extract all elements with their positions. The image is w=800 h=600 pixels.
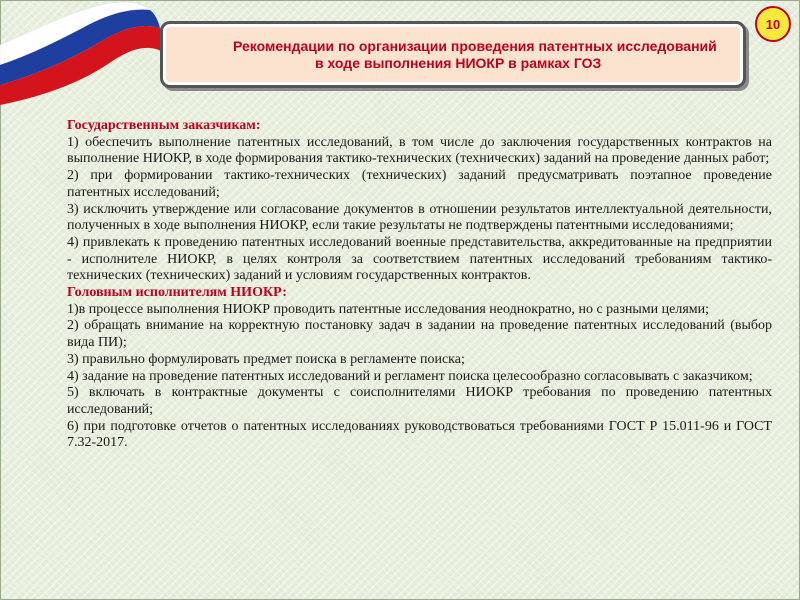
slide-title-line1: Рекомендации по организации проведения патентных исследований xyxy=(233,37,717,54)
slide-title-line2: в ходе выполнения НИОКР в рамках ГОЗ xyxy=(315,54,602,71)
contractors-item-3: 3) правильно формулировать предмет поиска в регламенте поиска; xyxy=(67,351,465,367)
contractors-item-1: 1)в процессе выполнения НИОКР проводить патентные исследования неоднократно, но с разными целями; xyxy=(67,301,710,317)
contractors-item-5: 5) включать в контрактные документы с соисполнителями НИОКР требования по проведению патентных исследований; xyxy=(67,385,772,417)
contractors-heading: Головным исполнителям НИОКР: xyxy=(67,285,287,301)
customers-item-2: 2) при формировании тактико-технических (технических) заданий предусматривать поэтапное проведение патентных исследований; xyxy=(67,168,772,200)
title-box xyxy=(160,21,746,88)
customers-item-3: 3) исключить утверждение или согласование документов в отношении результатов интеллектуальной деятельности, полученных в ходе выполнения НИОКР, если такие результаты не подтверждены патентными исследованиями; xyxy=(67,201,772,234)
slide-content xyxy=(67,118,772,452)
customers-heading: Государственным заказчикам: xyxy=(67,118,261,133)
customers-item-1: 1) обеспечить выполнение патентных исследований, в том числе до заключения государственных контрактов на выполнение НИОКР, в ходе формирования тактико-технических (технических) заданий на проведение данных работ; xyxy=(67,134,772,167)
page-number-badge: 10 xyxy=(755,6,791,42)
customers-item-4: 4) привлекать к проведению патентных исследований военные представительства, аккредитованные на предприятии - исполнителе НИОКР, в целях контроля за соответствием патентных исследований требованиям тактико-технических (технических) заданий и условиям государственных контрактов. xyxy=(67,234,772,284)
contractors-item-6: 6) при подготовке отчетов о патентных исследованиях руководствоваться требованиями ГОСТ Р 15.011-96 и ГОСТ 7.32-2017. xyxy=(67,418,772,451)
contractors-item-2: 2) обращать внимание на корректную постановку задач в задании на проведение патентных исследований (выбор вида ПИ); xyxy=(67,318,772,351)
contractors-item-4: 4) задание на проведение патентных исследований и регламент поиска целесообразно согласовывать с заказчиком; xyxy=(67,368,753,384)
russian-flag-ribbon xyxy=(0,0,170,110)
